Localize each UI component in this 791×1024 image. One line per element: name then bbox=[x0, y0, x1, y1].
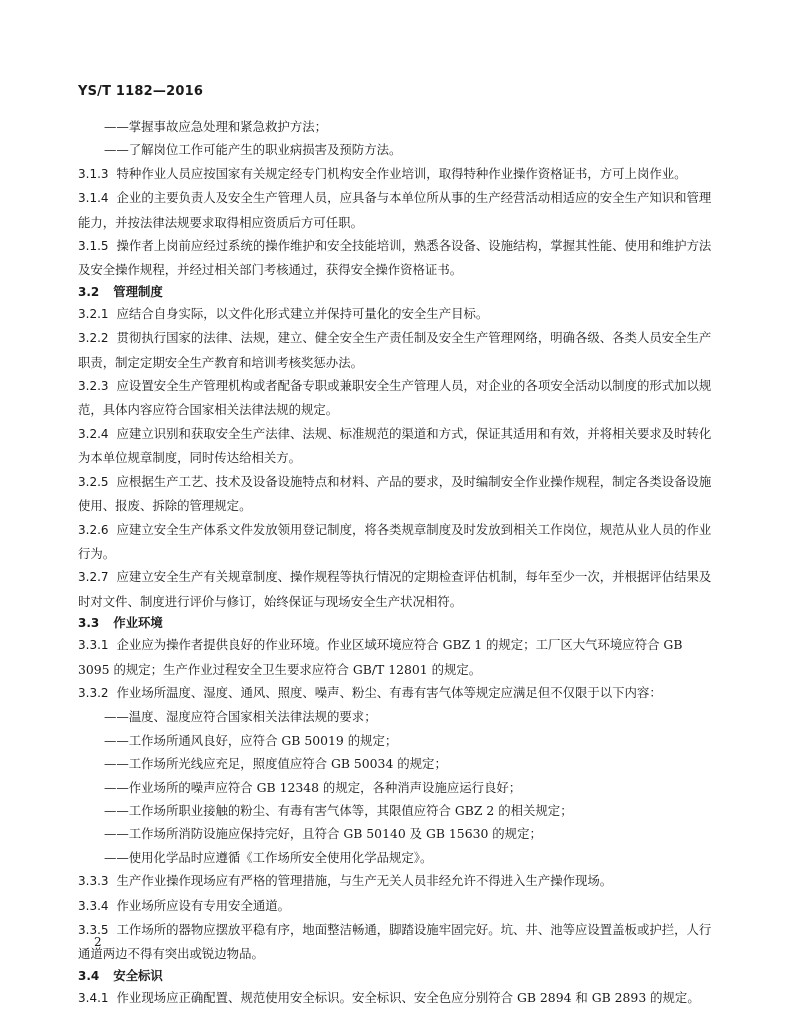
clause-text: 应建立安全生产有关规章制度、操作规程等执行情况的定期检查评估机制，每年至少一次，并根据评估结果及时对文件、制度进行评价与修订，始终保证与现场安全生产状况相符。 bbox=[78, 569, 712, 609]
clause-paragraph bbox=[78, 986, 716, 1010]
clause-paragraph bbox=[78, 374, 716, 422]
clause-paragraph bbox=[78, 234, 716, 282]
clause-text: 工作场所的器物应摆放平稳有序，地面整洁畅通，脚踏设施牢固完好。坑、井、池等应设置盖板或护拦，人行通道两边不得有突出或锐边物品。 bbox=[78, 922, 712, 962]
list-item: ——了解岗位工作可能产生的职业病损害及预防方法。 bbox=[104, 142, 402, 158]
clause-number: 3.2.7 bbox=[78, 570, 109, 585]
clause-number: 3.3.2 bbox=[78, 685, 109, 700]
section-heading bbox=[78, 282, 716, 302]
clause-text: 应建立识别和获取安全生产法律、法规、标准规范的渠道和方式，保证其适用和有效，并将相关要求及时转化为本单位规章制度，同时传达给相关方。 bbox=[78, 425, 712, 466]
clause-paragraph bbox=[78, 894, 716, 918]
clause-paragraph bbox=[78, 186, 716, 234]
clause-number: 3.2.3 bbox=[78, 379, 109, 394]
clause-paragraph bbox=[78, 162, 716, 186]
clause-paragraph bbox=[78, 565, 716, 613]
clause-text: 操作者上岗前应经过系统的操作维护和安全技能培训，熟悉各设备、设施结构，掌握其性能、使用和维护方法及安全操作规程，并经过相关部门考核通过，获得安全操作资格证书。 bbox=[78, 238, 712, 278]
clause-number: 3.2.4 bbox=[78, 426, 109, 441]
clause-number: 3.3.5 bbox=[78, 923, 109, 937]
section-number: 3.4 bbox=[78, 968, 100, 983]
clause-paragraph bbox=[78, 918, 716, 966]
clause-paragraph bbox=[78, 422, 716, 470]
clause-text: 作业场所温度、湿度、通风、照度、噪声、粉尘、有毒有害气体等规定应满足但不仅限于以下内容： bbox=[116, 684, 662, 700]
list-item: ——工作场所通风良好，应符合 GB 50019 的规定； bbox=[104, 732, 398, 748]
clause-number: 3.3.1 bbox=[78, 638, 109, 653]
clause-number: 3.2.1 bbox=[78, 306, 109, 321]
section-title: 管理制度 bbox=[113, 283, 163, 299]
clause-number: 3.2.5 bbox=[78, 474, 109, 489]
list-item: ——工作场所光线应充足，照度值应符合 GB 50034 的规定； bbox=[104, 756, 447, 772]
clause-number: 3.1.3 bbox=[78, 166, 109, 181]
clause-text: 贯彻执行国家的法律、法规，建立、健全安全生产责任制及安全生产管理网络，明确各级、各类人员安全生产职责，制定定期安全生产教育和培训考核奖惩办法。 bbox=[78, 330, 712, 370]
list-item: ——工作场所职业接触的粉尘、有毒有害气体等，其限值应符合 GBZ 2 的相关规定； bbox=[104, 802, 573, 818]
clause-paragraph bbox=[78, 869, 716, 893]
clause-paragraph bbox=[78, 681, 716, 705]
section-title: 安全标识 bbox=[113, 967, 163, 983]
clause-paragraph bbox=[78, 326, 716, 374]
clause-number: 3.1.5 bbox=[78, 239, 109, 254]
list-item: ——温度、湿度应符合国家相关法律法规的要求； bbox=[104, 709, 377, 725]
clause-number: 3.4.1 bbox=[78, 990, 109, 1005]
clause-number: 3.1.4 bbox=[78, 191, 109, 206]
clause-text: 应建立安全生产体系文件发放领用登记制度，将各类规章制度及时发放到相关工作岗位，规范从业人员的作业行为。 bbox=[78, 521, 712, 561]
section-number: 3.3 bbox=[78, 616, 100, 631]
clause-text: 应设置安全生产管理机构或者配备专职或兼职安全生产管理人员，对企业的各项安全活动以制度的形式加以规范，具体内容应符合国家相关法律法规的规定。 bbox=[78, 378, 712, 418]
clause-text: 企业应为操作者提供良好的作业环境。作业区域环境应符合 GBZ 1 的规定；工厂区大气环境应符合 GB 3095 的规定；生产作业过程安全卫生要求应符合 GB/T 12801 的规定。 bbox=[78, 637, 683, 677]
clause-paragraph bbox=[78, 302, 716, 326]
clause-text: 应根据生产工艺、技术及设备设施特点和材料、产品的要求，及时编制安全作业操作规程，制定各类设备设施使用、报废、拆除的管理规定。 bbox=[78, 473, 712, 514]
clause-text: 作业现场应正确配置、规范使用安全标识。安全标识、安全色应分别符合 GB 2894 和 GB 2893 的规定。 bbox=[116, 989, 700, 1005]
clause-paragraph bbox=[78, 518, 716, 566]
list-item: ——工作场所消防设施应保持完好，且符合 GB 50140 及 GB 15630 的规定； bbox=[104, 826, 542, 842]
clause-text: 特种作业人员应按国家有关规定经专门机构安全作业培训，取得特种作业操作资格证书，方可上岗作业。 bbox=[116, 165, 687, 181]
clause-text: 应结合自身实际，以文件化形式建立并保持可量化的安全生产目标。 bbox=[116, 305, 489, 321]
clause-text: 作业场所应设有专用安全通道。 bbox=[116, 897, 291, 913]
clause-number: 3.2.6 bbox=[78, 522, 109, 537]
clause-number: 3.3.3 bbox=[78, 874, 109, 889]
document-body bbox=[78, 115, 716, 1010]
document-code: YS/T 1182—2016 bbox=[78, 84, 204, 99]
list-item: ——掌握事故应急处理和紧急救护方法； bbox=[104, 119, 328, 134]
clause-number: 3.2.2 bbox=[78, 331, 109, 346]
list-item: ——使用化学品时应遵循《工作场所安全使用化学品规定》。 bbox=[104, 849, 433, 865]
section-title: 作业环境 bbox=[113, 615, 163, 631]
list-item: ——作业场所的噪声应符合 GB 12348 的规定，各种消声设施应运行良好； bbox=[104, 779, 522, 795]
section-number: 3.2 bbox=[78, 284, 100, 299]
clause-number: 3.3.4 bbox=[78, 898, 109, 913]
page-number: 2 bbox=[94, 935, 102, 949]
clause-text: 企业的主要负责人及安全生产管理人员，应具备与本单位所从事的生产经营活动相适应的安全生产知识和管理能力，并按法律法规要求取得相应资质后方可任职。 bbox=[78, 190, 712, 230]
clause-paragraph bbox=[78, 470, 716, 518]
section-heading bbox=[78, 613, 716, 633]
clause-text: 生产作业操作现场应有严格的管理措施，与生产无关人员非经允许不得进入生产操作现场。 bbox=[116, 873, 613, 889]
section-heading bbox=[78, 966, 716, 986]
clause-paragraph bbox=[78, 633, 716, 681]
